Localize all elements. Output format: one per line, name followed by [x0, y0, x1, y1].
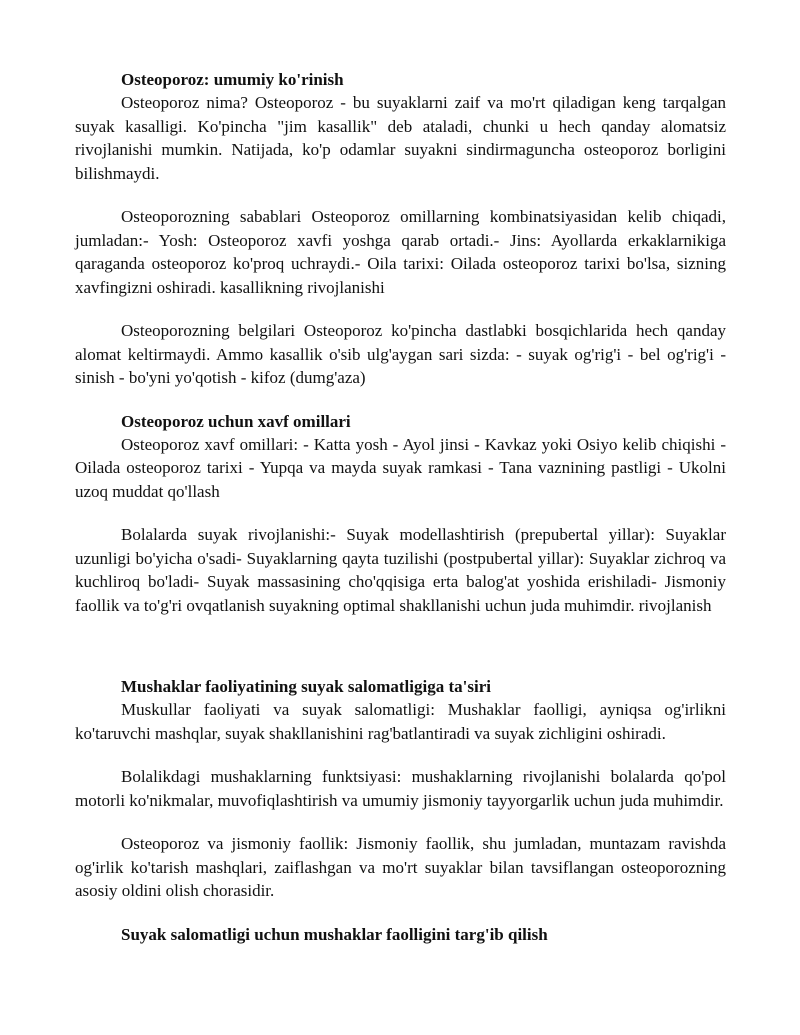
paragraph-muscle-bone-health: Muskullar faoliyati va suyak salomatligi: Mushaklar faolligi, ayniqsa og'irlikni ko'taruvchi mashqlar, suyak shakllanishini rag'batlantiradi va suyak zichligini oshiradi. — [75, 700, 726, 743]
paragraph-what-is: Osteoporoz nima? Osteoporoz - bu suyaklarni zaif va mo'rt qiladigan keng tarqalgan suyak kasalligi. Ko'pincha "jim kasallik" deb ataladi, chunki u hech qanday alomatsiz rivojlanishi mumkin. Natijada, ko'p odamlar suyakni sindirmaguncha osteoporoz borligini bilishmaydi. — [75, 93, 726, 183]
spacer — [75, 812, 726, 832]
spacer — [75, 617, 726, 675]
spacer — [75, 903, 726, 923]
section-heading-muscle-activity: Mushaklar faoliyatining suyak salomatligiga ta'siri — [121, 677, 491, 696]
spacer — [75, 390, 726, 410]
paragraph-osteoporosis-activity: Osteoporoz va jismoniy faollik: Jismoniy faollik, shu jumladan, muntazam ravishda og'irlik ko'tarish mashqlari, zaiflashgan va mo'rt suyaklar bilan tavsiflangan osteoporozning asosiy oldini olish chorasidir. — [75, 834, 726, 900]
paragraph-risk-factors: Osteoporoz xavf omillari: - Katta yosh - Ayol jinsi - Kavkaz yoki Osiyo kelib chiqishi - Oilada osteoporoz tarixi - Yupqa va mayda suyak ramkasi - Tana vaznining pastligi - Ukolni uzoq muddat qo'llash — [75, 434, 726, 501]
section-heading-promoting-activity: Suyak salomatligi uchun mushaklar faolligini targ'ib qilish — [121, 924, 548, 944]
paragraph-causes: Osteoporozning sabablari Osteoporoz omillarning kombinatsiyasidan kelib chiqadi, jumladan:- Yosh: Osteoporoz xavfi yoshga qarab ortadi.- Jins: Ayollarda erkaklarnikiga qaraganda osteoporoz ko'proq uchraydi.- Oila tarixi: Oilada osteoporoz tarixi bo'lsa, sizning xavfingizni oshiradi. kasallikning rivojlanishi — [75, 207, 726, 297]
spacer — [75, 745, 726, 765]
section-heading-risk-factors: Osteoporoz uchun xavf omillari — [121, 411, 351, 431]
paragraph-symptoms: Osteoporozning belgilari Osteoporoz ko'pincha dastlabki bosqichlarida hech qanday alomat keltirmaydi. Ammo kasallik o'sib ulg'aygan sari sizda: - suyak og'rig'i - bel og'rig'i - sinish - bo'yni yo'qotish - kifoz (dumg'aza) — [75, 321, 726, 387]
spacer — [75, 185, 726, 205]
section-heading-overview: Osteoporoz: umumiy ko'rinish — [121, 70, 344, 89]
paragraph-childhood-muscle-function: Bolalikdagi mushaklarning funktsiyasi: mushaklarning rivojlanishi bolalarda qo'pol motorli ko'nikmalar, muvofiqlashtirish va umumiy jismoniy tayyorgarlik uchun juda muhimdir. — [75, 767, 726, 810]
spacer — [75, 299, 726, 319]
spacer — [75, 503, 726, 523]
paragraph-child-bone-development: Bolalarda suyak rivojlanishi:- Suyak modellashtirish (prepubertal yillar): Suyaklar uzunligi bo'yicha o'sadi- Suyaklarning qayta tuzilishi (postpubertal yillar): Suyaklar zichroq va kuchliroq bo'ladi- Suyak massasining cho'qqisiga erta balog'at yoshida erishiladi- Jismoniy faollik va to'g'ri ovqatlanish suyakning optimal shakllanishi uchun juda muhimdir. rivojlanish — [75, 525, 726, 615]
